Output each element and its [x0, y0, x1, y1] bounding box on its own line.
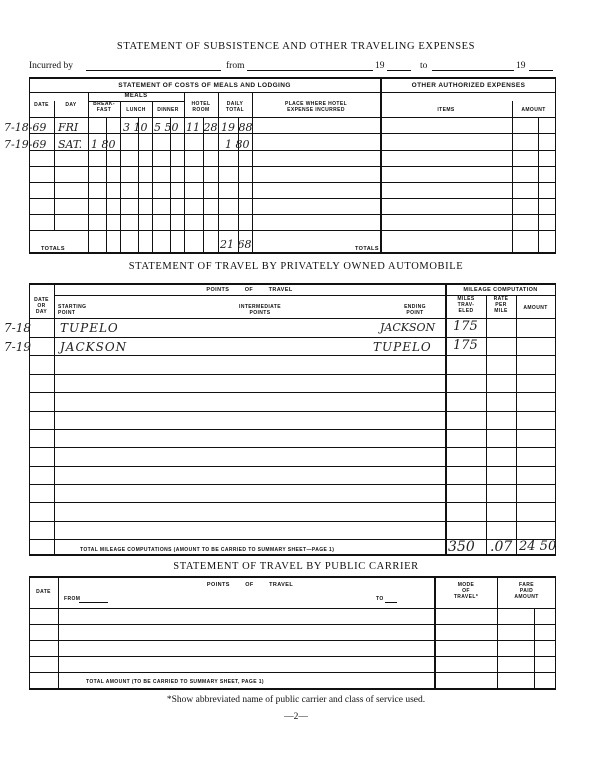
to-label: to — [420, 61, 428, 71]
meal-row-1-lunch: 3 10 — [123, 121, 148, 134]
meals-grand-total: 21 68 — [220, 238, 252, 251]
auto-row-2-start: JACKSON — [60, 340, 128, 354]
page-number: —2— — [284, 712, 308, 722]
from-date-field[interactable] — [247, 70, 373, 71]
carrier-to-field[interactable] — [385, 602, 397, 603]
carrier-col-date-header: DATE — [36, 589, 51, 595]
auto-row-1-start: TUPELO — [60, 321, 119, 335]
from-label: from — [226, 61, 245, 71]
year-field-2[interactable] — [529, 70, 553, 71]
col-date-header: DATE — [34, 102, 49, 108]
col-place-header: PLACE WHERE HOTEL EXPENSE INCURRED — [284, 101, 348, 113]
col-lunch-header: LUNCH — [126, 107, 146, 113]
meal-row-2-breakfast: 1 80 — [91, 138, 116, 151]
other-expenses-title: OTHER AUTHORIZED EXPENSES — [411, 82, 526, 89]
meal-row-2-daily: 1 80 — [225, 138, 250, 151]
year-label-2: 19 — [516, 61, 526, 71]
auto-col-rate-header: RATE PER MILE — [493, 296, 509, 314]
auto-row-1-end: JACKSON — [380, 321, 436, 334]
meal-row-1-daily: 19 88 — [221, 121, 253, 134]
col-hotel-header: HOTEL ROOM — [191, 101, 211, 113]
auto-col-amount-header: AMOUNT — [523, 305, 548, 311]
carrier-points-heading: POINTS OF TRAVEL — [206, 582, 294, 588]
auto-row-2-date: 7-19 — [4, 340, 31, 354]
carrier-col-mode-header: MODE OF TRAVEL* — [453, 582, 479, 600]
meal-row-1-hotel: 11 28 — [186, 121, 218, 134]
auto-col-intermediate-header: INTERMEDIATE POINTS — [239, 304, 281, 316]
meals-totals-label: TOTALS — [41, 246, 65, 252]
carrier-from-label: FROM — [64, 596, 81, 602]
auto-total-label: TOTAL MILEAGE COMPUTATIONS (AMOUNT TO BE CARRIED TO SUMMARY SHEET—PAGE 1) — [80, 547, 335, 553]
auto-row-2-end: TUPELO — [373, 340, 432, 354]
auto-section-title: STATEMENT OF TRAVEL BY PRIVATELY OWNED AUTOMOBILE — [128, 261, 464, 272]
auto-points-heading: POINTS OF TRAVEL — [206, 287, 293, 293]
col-amount-header: AMOUNT — [521, 107, 546, 113]
auto-total-miles: 350 — [448, 539, 475, 555]
year-field-1[interactable] — [387, 70, 411, 71]
auto-col-ending-header: ENDING POINT — [404, 304, 426, 316]
auto-row-1-miles: 175 — [453, 319, 478, 334]
auto-row-2-miles: 175 — [453, 338, 478, 353]
auto-total-amount: 24 50 — [519, 539, 557, 554]
carrier-from-field[interactable] — [79, 602, 108, 603]
meal-row-1-dinner: 5 50 — [154, 121, 179, 134]
auto-total-rate: .07 — [490, 539, 513, 555]
col-items-header: ITEMS — [437, 107, 455, 113]
col-dinner-header: DINNER — [157, 107, 179, 113]
meals-section-title: STATEMENT OF COSTS OF MEALS AND LODGING — [118, 82, 291, 89]
mileage-heading: MILEAGE COMPUTATION — [463, 287, 538, 293]
carrier-to-label: TO — [376, 596, 384, 602]
carrier-col-fare-header: FARE PAID AMOUNT — [514, 582, 539, 600]
col-daily-header: DAILY TOTAL — [225, 101, 245, 113]
auto-row-1-date: 7-18 — [4, 321, 31, 335]
meal-row-1-day: FRI — [58, 121, 79, 134]
meal-row-2-date: 7-19-69 — [4, 138, 47, 151]
auto-col-miles-header: MILES TRAV- ELED — [457, 296, 475, 314]
meals-group-label: MEALS — [124, 93, 148, 99]
col-breakfast-header: BREAK- FAST — [93, 101, 115, 113]
incurred-by-label: Incurred by — [29, 61, 74, 71]
incurred-by-field[interactable] — [86, 70, 221, 71]
carrier-total-label: TOTAL AMOUNT (TO BE CARRIED TO SUMMARY SHEET, PAGE 1) — [86, 679, 264, 685]
meal-row-2-day: SAT. — [58, 138, 83, 151]
to-date-field[interactable] — [432, 70, 514, 71]
auto-col-date-header: DATE OR DAY — [34, 297, 49, 315]
carrier-section-title: STATEMENT OF TRAVEL BY PUBLIC CARRIER — [173, 561, 419, 572]
other-totals-label: TOTALS — [355, 246, 379, 252]
col-day-header: DAY — [65, 102, 77, 108]
auto-col-starting-header: STARTING POINT — [58, 304, 87, 316]
form-title: STATEMENT OF SUBSISTENCE AND OTHER TRAVELING EXPENSES — [116, 41, 476, 52]
year-label-1: 19 — [375, 61, 385, 71]
footnote: *Show abbreviated name of public carrier and class of service used. — [166, 695, 426, 705]
meal-row-1-date: 7-18-69 — [4, 121, 47, 134]
